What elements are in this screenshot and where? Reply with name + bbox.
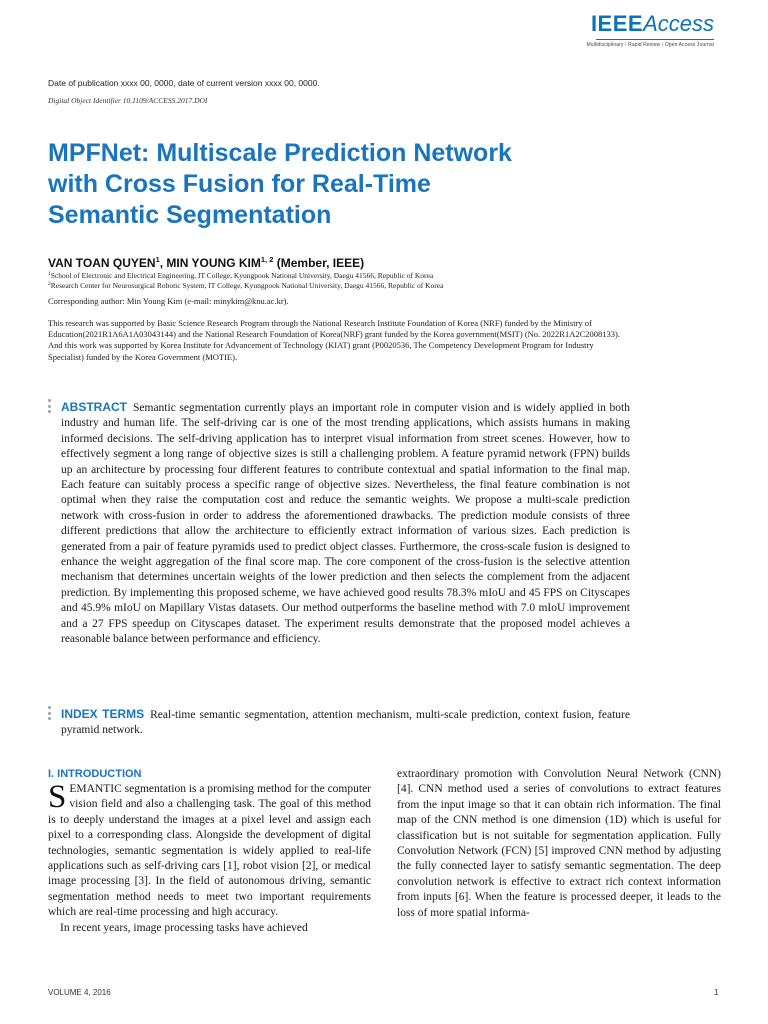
paper-title (48, 138, 688, 231)
logo-product: Access (643, 11, 714, 36)
author-2-note: (Member, IEEE) (276, 256, 365, 270)
affiliation-1-text: School of Electronic and Electrical Engineering, IT College, Kyungpook National University, Daegu 41566, Republic of Korea (50, 271, 434, 280)
logo-brand: IEEE (590, 11, 644, 36)
affiliation-1-marker: 1 (48, 271, 51, 277)
section-heading-introduction: I. INTRODUCTION (48, 768, 142, 780)
index-terms (61, 707, 630, 739)
logo-rule (596, 39, 714, 40)
funding-statement: This research was supported by Basic Science Research Program through the National Research Institute Foundation of Korea (NRF) funded by the Ministry of Education(2021R1A6A1A03043144) and the National Research Foundation of Korea(NRF) grant funded by the Korea government(MSIT) (No. 2022R1A2C2008133). And this work was supported by Korea Institute for Advancement of Technology (KIAT) grant (P0020536, The Competency Development Program for Industry Specialist) funded by the Korea Government (MOTIE). (48, 318, 620, 362)
intro-paragraph-1 (48, 779, 371, 921)
index-terms-label: INDEX TERMS (61, 707, 145, 721)
index-terms-text: Real-time semantic segmentation, attention mechanism, multi-scale prediction, context fusion, feature pyramid network. (61, 709, 630, 737)
author-1: VAN TOAN QUYEN (48, 256, 156, 270)
intro-paragraph-2: In recent years, image processing tasks have achieved (60, 921, 308, 934)
logo-tagline: Multidisciplinary ⁝ Rapid Review ⁝ Open Access Journal (586, 42, 714, 48)
index-terms-dots-icon (48, 706, 52, 723)
footer-page-number: 1 (714, 988, 719, 997)
journal-logo (586, 12, 714, 48)
affiliation-2 (48, 281, 443, 290)
author-2-affil: 1, 2 (260, 255, 274, 264)
author-1-affil: 1 (155, 255, 160, 264)
abstract-text: Semantic segmentation currently plays an important role in computer vision and is widely applied in both industry and human life. The self-driving car is one of the most trending applications, which assists humans in making informed decisions. The self-driving application has to interpret visual information from street scenes. However, how to effectively segment a long range of objective sizes is still a challenging problem. A feature pyramid network (FPN) builds up an architecture by processing four different features to contribute contextual and spatial information to the final map. Each feature can suitably process a specific range of objective sizes. Nevertheless, the final feature combination is not optimal when they raise the computation cost and reduce the semantic weights. We propose a multi-scale prediction network with cross-fusion in order to address the aforementioned drawbacks. The prediction module consists of three different predictions that allow the architecture to efficiently extract information of various sizes. Each prediction is generated from a pair of feature pyramids used to predict object classes. Furthermore, the cross-scale fusion is designed to enhance the weight aggregation of the final score map. The core component of the cross-fusion is the selective attention mechanism that determines uncertain weights of the lower prediction and then selects the complement from the adjacent prediction. By implementing this proposed scheme, we have achieved good results 78.3% mIoU and 45 FPS on Cityscapes and 45.9% mIoU on Mapillary Vistas datasets. Our method outperforms the baseline method with 7.0 mIoU improvement and a 27 FPS speedup on Cityscapes dataset. The experiment results demonstrate that the proposed model achieves a reasonable balance between performance and efficiency. (61, 402, 630, 646)
column-right (397, 767, 721, 921)
intro-paragraph-2-continued: extraordinary promotion with Convolution Neural Network (CNN) [4]. CNN method used a series of convolutions to extract features from the input image so that it can obtain rich information. The final map of the CNN method is one dimension (1D) which is useful for classification but is not suitable for segmentation application. Fully Convolution Network (FCN) [5] improved CNN method by adjusting the fully connected layer to satisfy semantic segmentation. The deep convolution network is effective to extract rich context information from inputs [6]. When the feature is processed deeper, it leads to the loss of more spatial informa- (397, 768, 721, 919)
affiliation-2-marker: 2 (48, 281, 51, 287)
affiliation-2-text: Research Center for Neurosurgical Robotic System, IT College, Kyungpook National University, Daegu 41566, Republic of Korea (50, 281, 444, 290)
author-2: MIN YOUNG KIM (166, 256, 261, 270)
intro-paragraph-1-text: EMANTIC segmentation is a promising method for the computer vision field and also a challenging task. The goal of this method is to deeply understand the images at a pixel level and assign each pixel to a corresponding class. Alongside the development of digital technologies, semantic segmentation is widely applied to real-life applications such as self-driving cars [1], robot vision [2], or medical image processing [3]. In the field of autonomous driving, semantic segmentation method needs to meet two important requirements which are real-time processing and high accuracy. (48, 783, 371, 919)
title-line-1: MPFNet: Multiscale Prediction Network (48, 139, 512, 167)
title-line-3: Semantic Segmentation (48, 201, 332, 229)
publication-date: Date of publication xxxx 00, 0000, date of current version xxxx 00, 0000. (48, 78, 320, 88)
footer-volume: VOLUME 4, 2016 (48, 988, 111, 997)
corresponding-author: Corresponding author: Min Young Kim (e-mail: minykim@knu.ac.kr). (48, 296, 289, 306)
author-list: VAN TOAN QUYEN$^1$, MIN YOUNG KIM$^{1, 2}$ (Member, IEEE) (48, 255, 365, 270)
title-line-2: with Cross Fusion for Real-Time (48, 170, 431, 198)
abstract-dots-icon (48, 399, 52, 416)
dropcap: S (48, 779, 67, 815)
abstract (61, 400, 630, 648)
affiliation-1 (48, 271, 433, 280)
doi: Digital Object Identifier 10.1109/ACCESS.2017.DOI (48, 96, 208, 105)
abstract-label: ABSTRACT (61, 400, 127, 414)
column-left (48, 767, 371, 936)
